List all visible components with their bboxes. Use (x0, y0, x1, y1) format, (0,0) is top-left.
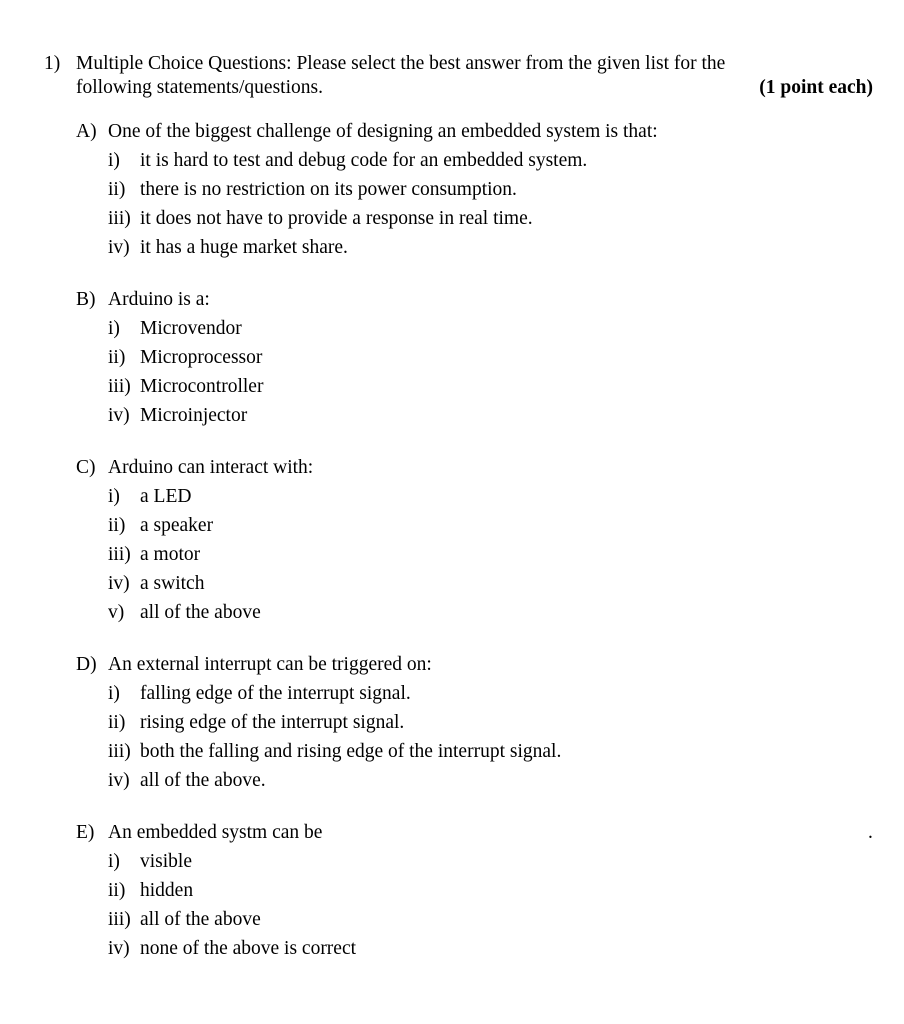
subquestion-stem (76, 120, 876, 149)
option-numeral: iv) (108, 938, 130, 959)
option-item[interactable] (76, 601, 876, 630)
subquestion-d (76, 653, 876, 798)
option-numeral: iii) (108, 741, 131, 762)
option-numeral: iii) (108, 208, 131, 229)
question-instructions-line-1: Multiple Choice Questions: Please select the best answer from the given list for the (76, 53, 726, 74)
option-text: none of the above is correct (140, 938, 357, 959)
question-number: 1) (44, 53, 61, 74)
option-text: falling edge of the interrupt signal. (140, 683, 411, 704)
option-numeral: iv) (108, 573, 130, 594)
option-item[interactable] (76, 207, 876, 236)
option-numeral: iii) (108, 376, 131, 397)
option-text: Microvendor (140, 318, 242, 339)
question-instructions-line-2: following statements/questions. (76, 77, 323, 98)
option-text: a switch (140, 573, 205, 594)
subquestion-text: An external interrupt can be triggered on: (108, 654, 432, 675)
option-item[interactable] (76, 375, 876, 404)
option-text: Microprocessor (140, 347, 263, 368)
option-numeral: i) (108, 150, 120, 171)
subquestion-stem (76, 288, 876, 317)
option-text: both the falling and rising edge of the interrupt signal. (140, 741, 562, 762)
option-text: a speaker (140, 515, 214, 536)
option-item[interactable] (76, 514, 876, 543)
option-text: it is hard to test and debug code for an embedded system. (140, 150, 588, 171)
subquestion-c (76, 456, 876, 630)
subquestion-b (76, 288, 876, 433)
option-text: there is no restriction on its power consumption. (140, 179, 517, 200)
option-text: it does not have to provide a response in real time. (140, 208, 533, 229)
option-item[interactable] (76, 937, 876, 966)
subquestion-text: An embedded systm can be (108, 822, 323, 843)
option-numeral: i) (108, 486, 120, 507)
option-text: Microcontroller (140, 376, 264, 397)
subquestion-letter: A) (76, 121, 97, 142)
option-text: visible (140, 851, 192, 872)
option-numeral: ii) (108, 179, 126, 200)
subquestion-letter: E) (76, 822, 95, 843)
option-numeral: ii) (108, 712, 126, 733)
option-text: all of the above. (140, 770, 266, 791)
option-text: a motor (140, 544, 201, 565)
option-item[interactable] (76, 850, 876, 879)
option-item[interactable] (76, 346, 876, 375)
option-text: all of the above (140, 602, 261, 623)
option-text: all of the above (140, 909, 261, 930)
option-item[interactable] (76, 769, 876, 798)
subquestion-stem (76, 456, 876, 485)
subquestion-letter: B) (76, 289, 96, 310)
subquestion-a (76, 120, 876, 265)
subquestion-text: Arduino can interact with: (108, 457, 314, 478)
option-text: rising edge of the interrupt signal. (140, 712, 405, 733)
option-item[interactable] (76, 682, 876, 711)
option-item[interactable] (76, 404, 876, 433)
option-numeral: iii) (108, 909, 131, 930)
option-numeral: iv) (108, 405, 130, 426)
option-text: a LED (140, 486, 192, 507)
option-numeral: ii) (108, 347, 126, 368)
option-item[interactable] (76, 711, 876, 740)
option-numeral: iii) (108, 544, 131, 565)
option-numeral: i) (108, 683, 120, 704)
option-item[interactable] (76, 740, 876, 769)
points-label: (1 point each) (759, 77, 873, 98)
subquestion-letter: D) (76, 654, 97, 675)
option-item[interactable] (76, 543, 876, 572)
subquestion-letter: C) (76, 457, 96, 478)
option-item[interactable] (76, 236, 876, 265)
option-numeral: iv) (108, 237, 130, 258)
option-numeral: iv) (108, 770, 130, 791)
trailing-period: . (868, 822, 873, 843)
option-numeral: i) (108, 318, 120, 339)
subquestion-stem (76, 653, 876, 682)
option-numeral: v) (108, 602, 125, 623)
option-numeral: ii) (108, 515, 126, 536)
option-item[interactable] (76, 149, 876, 178)
option-item[interactable] (76, 485, 876, 514)
subquestion-stem (76, 821, 876, 850)
subquestion-e (76, 821, 876, 966)
option-text: hidden (140, 880, 194, 901)
option-item[interactable] (76, 178, 876, 207)
option-text: it has a huge market share. (140, 237, 348, 258)
option-text: Microinjector (140, 405, 248, 426)
option-numeral: i) (108, 851, 120, 872)
option-item[interactable] (76, 572, 876, 601)
option-item[interactable] (76, 317, 876, 346)
subquestion-text: Arduino is a: (108, 289, 210, 310)
option-item[interactable] (76, 908, 876, 937)
subquestion-text: One of the biggest challenge of designing an embedded system is that: (108, 121, 658, 142)
option-item[interactable] (76, 879, 876, 908)
option-numeral: ii) (108, 880, 126, 901)
